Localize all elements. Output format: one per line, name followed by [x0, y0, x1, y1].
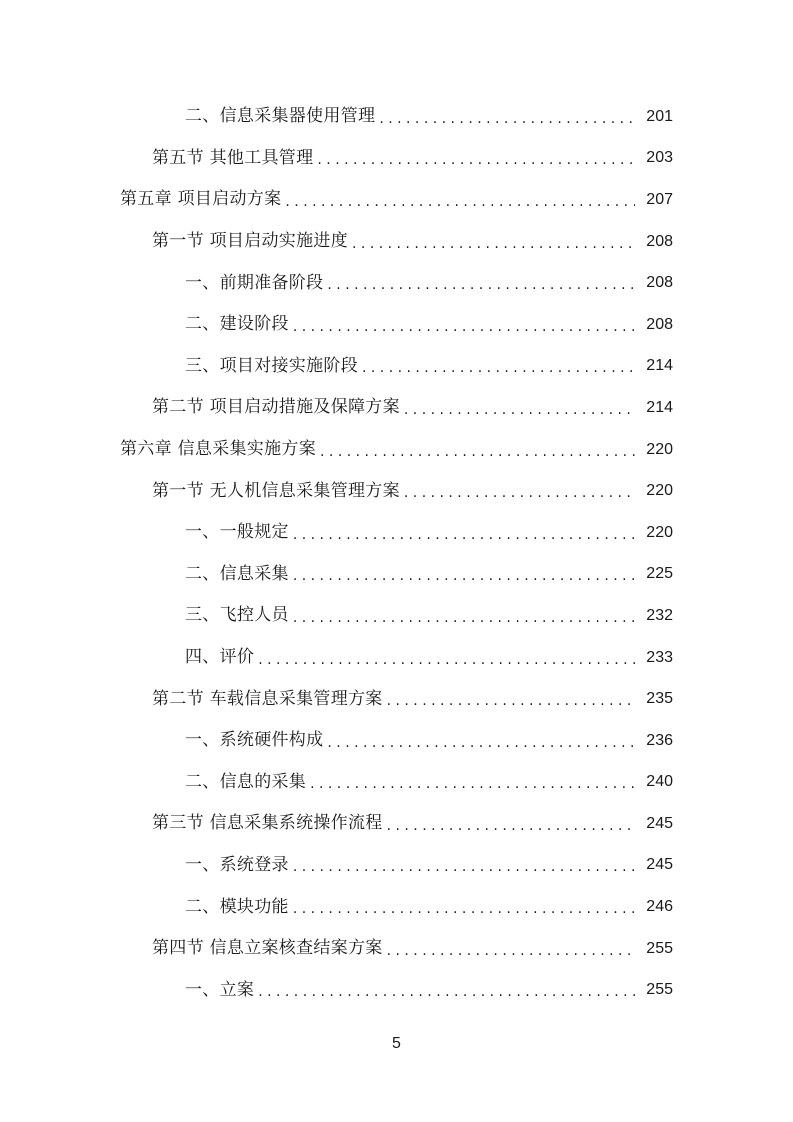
- toc-leader-dots: [379, 112, 635, 126]
- toc-leader-dots: [317, 153, 635, 167]
- toc-entry[interactable]: [0, 886, 793, 928]
- toc-entry-page: 208: [646, 232, 673, 250]
- toc-entry-page: 207: [646, 190, 673, 208]
- toc-leader-dots: [352, 237, 635, 251]
- toc-leader-dots: [293, 902, 635, 916]
- toc-entry-label: 二、信息采集器使用管理: [185, 106, 376, 127]
- toc-entry-label: 二、模块功能: [185, 896, 289, 917]
- toc-entry-label: 一、前期准备阶段: [185, 272, 324, 293]
- toc-entry-label: 第五章 项目启动方案: [120, 189, 282, 210]
- table-of-contents: [0, 96, 793, 1011]
- toc-entry-page: 220: [646, 523, 673, 541]
- toc-entry[interactable]: [0, 928, 793, 970]
- toc-leader-dots: [293, 860, 635, 874]
- toc-entry-label: 二、信息的采集: [185, 771, 307, 792]
- toc-leader-dots: [293, 569, 635, 583]
- toc-leader-dots: [362, 361, 635, 375]
- toc-entry[interactable]: [0, 470, 793, 512]
- toc-entry[interactable]: [0, 637, 793, 679]
- toc-entry-label: 第一节 项目启动实施进度: [152, 231, 349, 252]
- toc-leader-dots: [404, 403, 635, 417]
- toc-entry-label: 一、系统硬件构成: [185, 730, 324, 751]
- toc-entry-page: 246: [646, 898, 673, 916]
- toc-entry-page: 255: [646, 981, 673, 999]
- toc-entry[interactable]: [0, 304, 793, 346]
- toc-leader-dots: [387, 944, 635, 958]
- toc-entry-page: 208: [646, 315, 673, 333]
- toc-entry-page: 236: [646, 731, 673, 749]
- toc-entry-label: 第四节 信息立案核查结案方案: [152, 938, 383, 959]
- toc-entry-label: 第五节 其他工具管理: [152, 147, 314, 168]
- toc-entry[interactable]: [0, 845, 793, 887]
- toc-entry[interactable]: [0, 262, 793, 304]
- toc-entry[interactable]: [0, 221, 793, 263]
- toc-leader-dots: [387, 694, 635, 708]
- toc-entry-label: 一、一般规定: [185, 522, 289, 543]
- toc-entry-page: 225: [646, 565, 673, 583]
- toc-entry-label: 二、建设阶段: [185, 314, 289, 335]
- toc-entry-page: 245: [646, 814, 673, 832]
- toc-leader-dots: [293, 611, 635, 625]
- toc-entry[interactable]: [0, 179, 793, 221]
- toc-entry-label: 四、评价: [185, 647, 255, 668]
- toc-entry-page: 232: [646, 606, 673, 624]
- toc-entry-page: 240: [646, 773, 673, 791]
- toc-entry[interactable]: [0, 762, 793, 804]
- toc-leader-dots: [258, 985, 635, 999]
- toc-entry-label: 第二节 项目启动措施及保障方案: [152, 397, 400, 418]
- toc-entry-page: 245: [646, 856, 673, 874]
- toc-entry[interactable]: [0, 429, 793, 471]
- toc-entry[interactable]: [0, 346, 793, 388]
- toc-leader-dots: [327, 278, 635, 292]
- toc-entry-label: 第二节 车载信息采集管理方案: [152, 688, 383, 709]
- toc-entry-label: 第一节 无人机信息采集管理方案: [152, 480, 400, 501]
- page-number: 5: [392, 1035, 401, 1052]
- toc-entry-label: 第三节 信息采集系统操作流程: [152, 813, 383, 834]
- toc-entry[interactable]: [0, 595, 793, 637]
- toc-entry[interactable]: [0, 96, 793, 138]
- toc-leader-dots: [258, 653, 635, 667]
- toc-entry-label: 三、项目对接实施阶段: [185, 355, 358, 376]
- toc-leader-dots: [387, 819, 635, 833]
- toc-entry[interactable]: [0, 512, 793, 554]
- toc-leader-dots: [404, 486, 635, 500]
- toc-entry-page: 220: [646, 482, 673, 500]
- toc-leader-dots: [310, 777, 635, 791]
- toc-entry[interactable]: [0, 387, 793, 429]
- toc-leader-dots: [320, 445, 635, 459]
- toc-entry-page: 208: [646, 274, 673, 292]
- toc-entry-label: 一、系统登录: [185, 854, 289, 875]
- toc-entry[interactable]: [0, 803, 793, 845]
- toc-entry-label: 一、立案: [185, 979, 255, 1000]
- toc-entry[interactable]: [0, 720, 793, 762]
- toc-entry-page: 220: [646, 440, 673, 458]
- toc-entry[interactable]: [0, 678, 793, 720]
- toc-entry-page: 255: [646, 939, 673, 957]
- toc-entry-page: 233: [646, 648, 673, 666]
- toc-entry-page: 201: [646, 107, 673, 125]
- toc-leader-dots: [293, 320, 635, 334]
- toc-entry[interactable]: [0, 138, 793, 180]
- toc-entry-label: 第六章 信息采集实施方案: [120, 439, 317, 460]
- toc-leader-dots: [293, 528, 635, 542]
- toc-entry-page: 203: [646, 149, 673, 167]
- toc-entry-page: 235: [646, 690, 673, 708]
- toc-entry-page: 214: [646, 398, 673, 416]
- toc-leader-dots: [327, 736, 635, 750]
- toc-entry-label: 二、信息采集: [185, 563, 289, 584]
- toc-entry-label: 三、飞控人员: [185, 605, 289, 626]
- toc-entry-page: 214: [646, 357, 673, 375]
- toc-entry[interactable]: [0, 554, 793, 596]
- toc-leader-dots: [285, 195, 635, 209]
- toc-entry[interactable]: [0, 969, 793, 1011]
